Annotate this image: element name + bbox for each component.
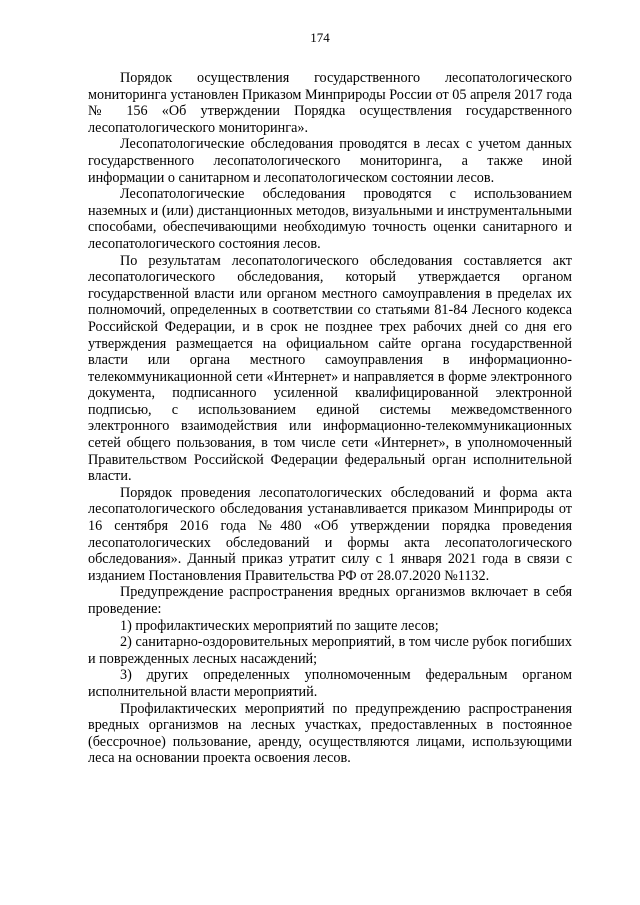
paragraph: Лесопатологические обследования проводятся в лесах с учетом данных государственного лесопатологического мониторинга, а также иной информации о санитарном и лесопатологическом состоянии лесов.: [88, 136, 572, 186]
paragraph: По результатам лесопатологического обследования составляется акт лесопатологического обследования, который утверждается органом государственной власти или органом местного самоуправления в пределах их полномочий, определенных в соответствии со статьями 81-84 Лесного кодекса Российской Федерации, и в срок не позднее трех рабочих дней со дня его утверждения размещается на официальном сайте органа государственной власти или органа местного самоуправления в информационно-телекоммуникационной сети «Интернет» и направляется в форме электронного документа, подписанного усиленной квалифицированной электронной подписью, с использованием единой системы межведомственного электронного взаимодействия или информационно-телекоммуникационных сетей общего пользования, в том числе сети «Интернет», в уполномоченный Правительством Российской Федерации федеральный орган исполнительной власти.: [88, 252, 572, 485]
paragraph: Порядок осуществления государственного лесопатологического мониторинга установлен Приказом Минприроды России от 05 апреля 2017 года № 156 «Об утверждении Порядка осуществления государственного лесопатологического мониторинга».: [88, 70, 572, 136]
paragraph: Предупреждение распространения вредных организмов включает в себя проведение:: [88, 584, 572, 617]
list-item: 3) других определенных уполномоченным федеральным органом исполнительной власти мероприятий.: [88, 667, 572, 700]
paragraph: Лесопатологические обследования проводятся с использованием наземных и (или) дистанционных методов, визуальными и инструментальными способами, обеспечивающими необходимую точность оценки санитарного и лесопатологического состояния лесов.: [88, 186, 572, 252]
body-text: [88, 70, 572, 767]
paragraph: Профилактических мероприятий по предупреждению распространения вредных организмов на лесных участках, предоставленных в постоянное (бессрочное) пользование, аренду, осуществляются лицами, использующими леса на основании проекта освоения лесов.: [88, 700, 572, 767]
list-item: 2) санитарно-оздоровительных мероприятий, в том числе рубок погибших и поврежденных лесных насаждений;: [88, 634, 572, 667]
list-item: 1) профилактических мероприятий по защите лесов;: [120, 617, 439, 634]
page-number: 174: [310, 30, 330, 45]
paragraph: Порядок проведения лесопатологических обследований и форма акта лесопатологического обследования устанавливается приказом Минприроды от 16 сентября 2016 года №480 «Об утверждении порядка проведения лесопатологических обследований и формы акта лесопатологического обследования». Данный приказ утратит силу с 1 января 2021 года в связи с изданием Постановления Правительства РФ от 28.07.2020 №1132.: [88, 484, 572, 584]
